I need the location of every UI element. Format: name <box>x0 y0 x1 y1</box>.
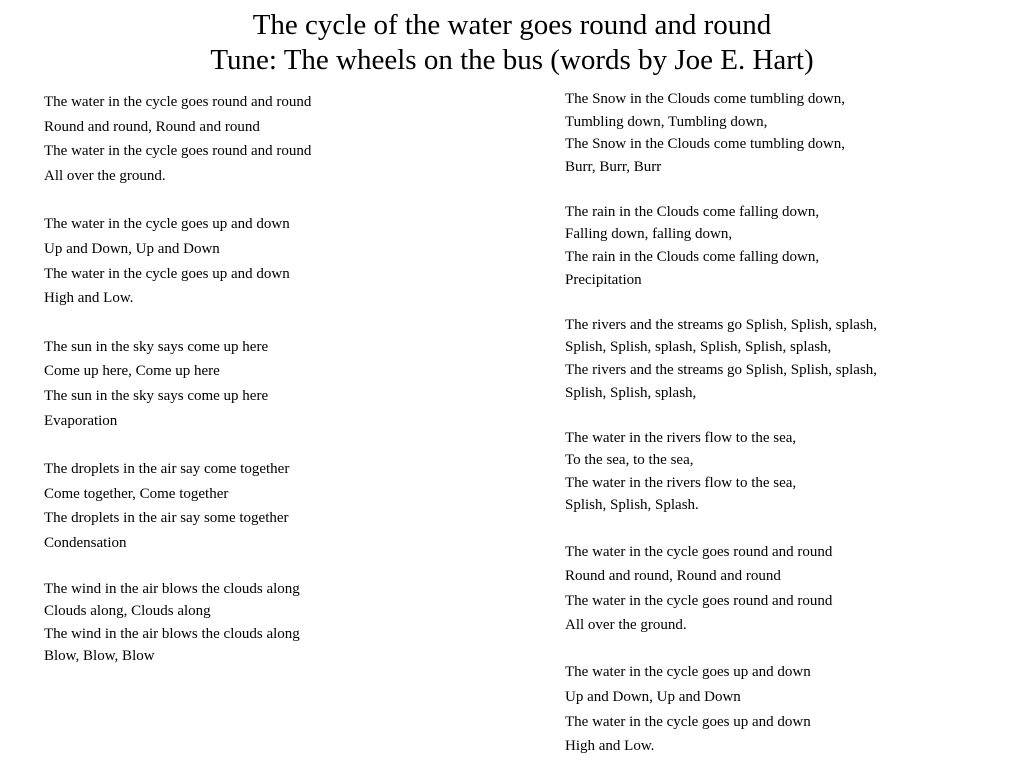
lyric-line: High and Low. <box>565 738 655 755</box>
lyric-line: The water in the cycle goes round and round <box>565 592 833 609</box>
lyric-line: The Snow in the Clouds come tumbling down, <box>565 136 845 153</box>
lyric-line: The sun in the sky says come up here <box>44 387 269 404</box>
stanza-rivers-and-streams <box>565 314 1015 404</box>
lyric-line: Come up here, Come up here <box>44 363 220 380</box>
lyric-line: The water in the rivers flow to the sea, <box>565 474 797 491</box>
lyric-line: The rain in the Clouds come falling down, <box>565 203 820 220</box>
page-title <box>0 8 1024 78</box>
lyric-line: Up and Down, Up and Down <box>565 688 741 705</box>
lyric-line: All over the ground. <box>44 167 166 184</box>
stanza-round-and-round-reprise <box>565 540 1015 638</box>
lyric-line: The water in the cycle goes up and down <box>44 265 290 282</box>
stanza-condensation <box>44 457 504 555</box>
lyric-line: The droplets in the air say some together <box>44 510 289 527</box>
lyric-line: Come together, Come together <box>44 485 229 502</box>
song-tune-credit: Tune: The wheels on the bus (words by Joe E. Hart) <box>210 44 814 76</box>
lyric-line: Burr, Burr, Burr <box>565 158 662 175</box>
lyric-line: The water in the cycle goes round and round <box>44 143 312 160</box>
lyric-line: Falling down, falling down, <box>565 226 733 243</box>
lyric-line: The rivers and the streams go Splish, Splish, splash, <box>565 316 878 333</box>
lyric-line: Splish, Splish, splash, <box>565 384 697 401</box>
lyric-line: The sun in the sky says come up here <box>44 338 269 355</box>
stanza-up-and-down <box>44 212 504 310</box>
lyric-line: Up and Down, Up and Down <box>44 240 220 257</box>
lyric-line: The water in the cycle goes round and round <box>44 94 312 110</box>
lyric-line: Splish, Splish, splash, Splish, Splish, splash, <box>565 339 832 356</box>
lyric-line: Evaporation <box>44 412 118 429</box>
left-lyrics-column <box>44 90 504 692</box>
lyric-line: The water in the cycle goes up and down <box>44 216 290 233</box>
lyric-line: Tumbling down, Tumbling down, <box>565 113 768 130</box>
lyric-line: The water in the cycle goes up and down <box>565 664 811 681</box>
stanza-snow <box>565 88 1015 178</box>
lyric-line: Clouds along, Clouds along <box>44 603 211 620</box>
lyric-line: The Snow in the Clouds come tumbling down, <box>565 91 845 107</box>
stanza-rain <box>565 201 1015 291</box>
right-lyrics-column <box>565 88 1015 781</box>
lyric-line: All over the ground. <box>565 617 687 634</box>
lyric-line: Round and round, Round and round <box>44 118 260 135</box>
stanza-evaporation <box>44 335 504 433</box>
lyric-line: The water in the cycle goes up and down <box>565 713 811 730</box>
stanza-up-and-down-reprise <box>565 660 1015 758</box>
lyric-line: The water in the cycle goes round and round <box>565 543 833 560</box>
stanza-round-and-round <box>44 90 504 188</box>
stanza-clouds-along <box>44 578 504 668</box>
lyric-line: The water in the rivers flow to the sea, <box>565 429 797 446</box>
stanza-to-the-sea <box>565 427 1015 517</box>
lyric-line: The rivers and the streams go Splish, Splish, splash, <box>565 361 878 378</box>
lyric-line: Precipitation <box>565 271 642 288</box>
lyric-line: Condensation <box>44 534 127 551</box>
lyric-line: To the sea, to the sea, <box>565 452 694 469</box>
lyric-line: The rain in the Clouds come falling down, <box>565 249 820 266</box>
song-title: The cycle of the water goes round and round <box>252 9 772 41</box>
lyric-line: The wind in the air blows the clouds along <box>44 580 300 597</box>
lyric-line: The wind in the air blows the clouds along <box>44 625 300 642</box>
lyric-line: Round and round, Round and round <box>565 568 781 585</box>
lyric-line: The droplets in the air say come together <box>44 461 290 478</box>
lyric-line: High and Low. <box>44 290 134 307</box>
lyric-line: Blow, Blow, Blow <box>44 648 155 665</box>
lyric-line: Splish, Splish, Splash. <box>565 497 699 514</box>
